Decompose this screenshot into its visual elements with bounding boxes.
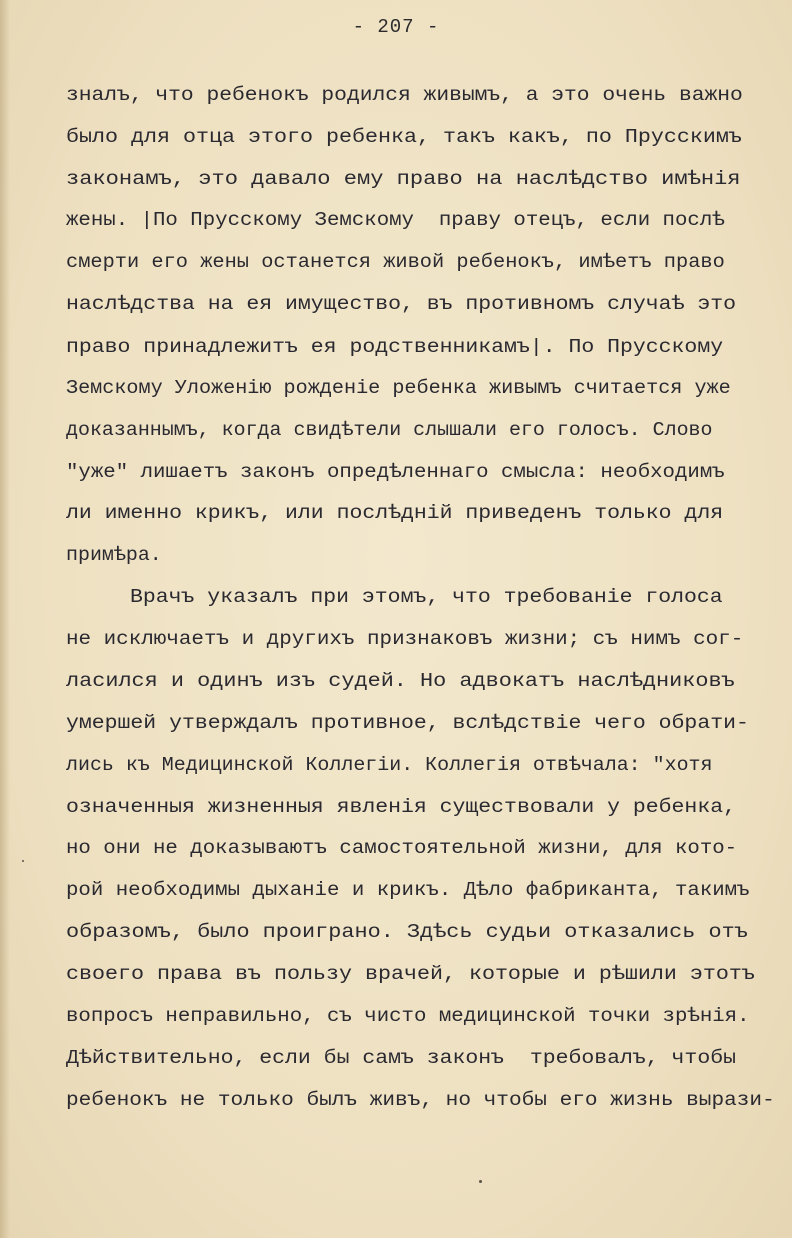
text-line-6: наслѣдства на ея имущество, въ противномъ случаѣ это — [66, 293, 736, 315]
text-line-1: зналъ, что ребенокъ родился живымъ, а это очень важно — [66, 84, 743, 106]
text-line-7: право принадлежитъ ея родственникамъ|. По Прусскому — [66, 336, 724, 358]
text-line-23: вопросъ неправильно, съ чисто медицинской точки зрѣнія. — [66, 1005, 750, 1027]
text-line-5: смерти его жены останется живой ребенокъ, имѣетъ право — [66, 251, 725, 273]
ink-speck — [479, 1180, 482, 1183]
text-line-8: Земскому Уложенію рожденіе ребенка живымъ считается уже — [66, 377, 731, 399]
text-line-21: образомъ, было проиграно. Здѣсь судьи отказались отъ — [66, 921, 748, 943]
page-edge-shadow — [0, 0, 10, 1238]
text-line-14: не исключаетъ и другихъ признаковъ жизни; съ нимъ сог- — [66, 628, 744, 650]
text-line-15: ласился и одинъ изъ судей. Но адвокатъ наслѣдниковъ — [66, 670, 735, 692]
text-line-10: "уже" лишаетъ законъ опредѣленнаго смысла: необходимъ — [66, 461, 725, 483]
text-line-3: законамъ, это давало ему право на наслѣдство имѣнія — [66, 168, 741, 190]
text-line-19: но они не доказываютъ самостоятельной жизни, для кото- — [66, 837, 738, 859]
text-line-16: умершей утверждалъ противное, вслѣдствіе чего обрати- — [66, 712, 749, 734]
text-line-12: примѣра. — [66, 544, 162, 566]
text-line-13: Врачъ указалъ при этомъ, что требованіе голоса — [130, 586, 723, 608]
text-line-20: рой необходимы дыханіе и крикъ. Дѣло фабриканта, такимъ — [66, 879, 750, 901]
text-line-9: доказаннымъ, когда свидѣтели слышали его голосъ. Слово — [66, 419, 713, 441]
text-line-18: означенныя жизненныя явленія существовали у ребенка, — [66, 796, 736, 818]
text-line-25: ребенокъ не только былъ живъ, но чтобы его жизнь вырази- — [66, 1089, 775, 1111]
text-line-24: Дѣйствительно, если бы самъ законъ требовалъ, чтобы — [66, 1047, 736, 1069]
text-line-4: жены. |По Прусскому Земскому праву отецъ, если послѣ — [66, 209, 725, 231]
page-number: - 207 - — [352, 16, 440, 38]
ink-speck — [22, 860, 24, 862]
text-line-22: своего права въ пользу врачей, которые и рѣшили этотъ — [66, 963, 755, 985]
text-line-17: лись къ Медицинской Коллегіи. Коллегія отвѣчала: "хотя — [66, 754, 713, 776]
text-line-2: было для отца этого ребенка, такъ какъ, по Прусскимъ — [66, 126, 742, 148]
text-line-11: ли именно крикъ, или послѣдній приведенъ только для — [66, 502, 724, 524]
